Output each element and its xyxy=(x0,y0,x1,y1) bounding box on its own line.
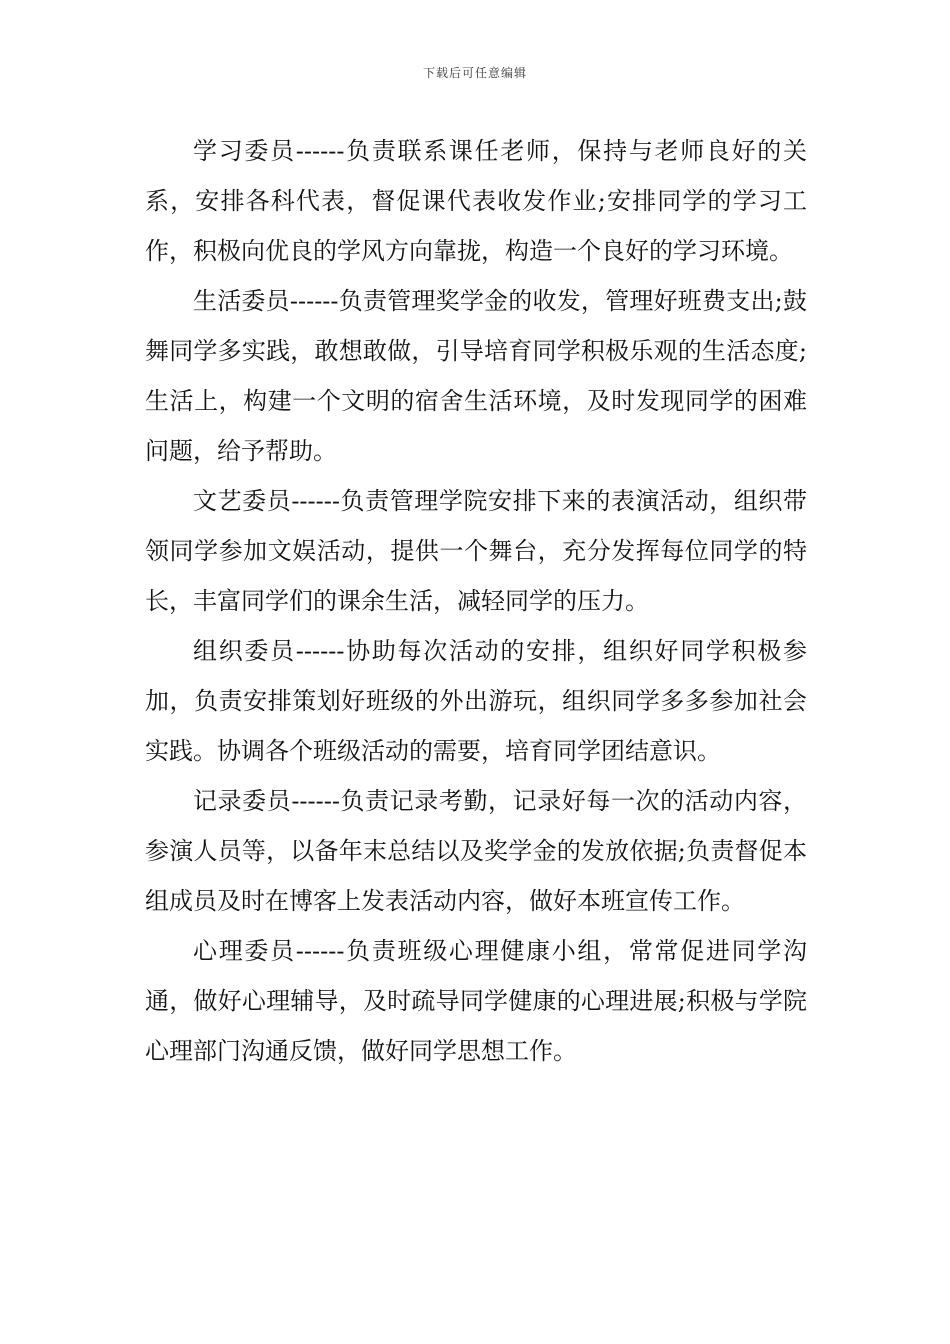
document-body xyxy=(145,126,807,1076)
paragraph-study-committee: 学习委员------负责联系课任老师，保持与老师良好的关系，安排各科代表，督促课代表收发作业;安排同学的学习工作，积极向优良的学风方向靠拢，构造一个良好的学习环境。 xyxy=(145,137,807,265)
paragraph-record-committee: 记录委员------负责记录考勤，记录好每一次的活动内容，参演人员等，以备年末总结以及奖学金的发放依据;负责督促本组成员及时在博客上发表活动内容，做好本班宣传工作。 xyxy=(145,787,807,915)
page-header-note: 下载后可任意编辑 xyxy=(422,66,527,80)
paragraph-arts-committee: 文艺委员------负责管理学院安排下来的表演活动，组织带领同学参加文娱活动，提供一个舞台，充分发挥每位同学的特长，丰富同学们的课余生活，减轻同学的压力。 xyxy=(145,487,807,615)
paragraph-life-committee: 生活委员------负责管理奖学金的收发，管理好班费支出;鼓舞同学多实践，敢想敢做，引导培育同学积极乐观的生活态度;生活上，构建一个文明的宿舍生活环境，及时发现同学的困难问题，给予帮助。 xyxy=(145,287,807,465)
paragraph-organization-committee: 组织委员------协助每次活动的安排，组织好同学积极参加，负责安排策划好班级的外出游玩，组织同学多多参加社会实践。协调各个班级活动的需要，培育同学团结意识。 xyxy=(145,637,807,765)
paragraph-psychology-committee: 心理委员------负责班级心理健康小组，常常促进同学沟通，做好心理辅导，及时疏导同学健康的心理进展;积极与学院心理部门沟通反馈，做好同学思想工作。 xyxy=(145,937,807,1065)
